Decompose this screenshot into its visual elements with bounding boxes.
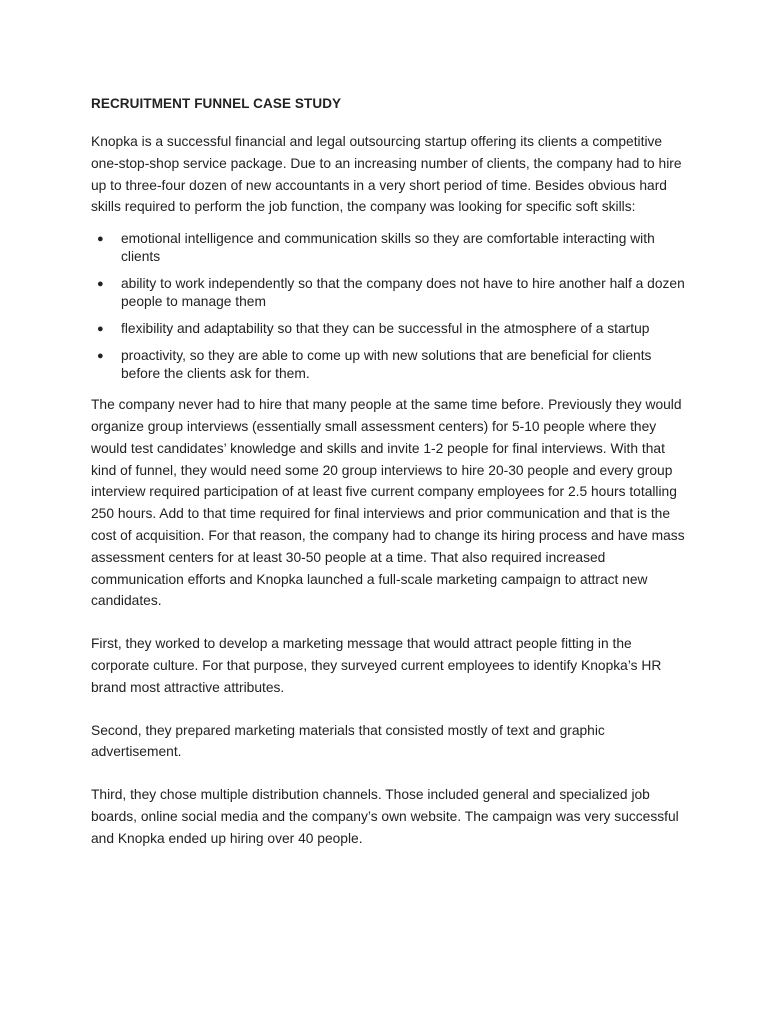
document-title: RECRUITMENT FUNNEL CASE STUDY: [91, 96, 342, 111]
document-page: [91, 96, 691, 850]
list-item-text: ability to work independently so that the company does not have to hire another half a dozen people to manage them: [121, 276, 685, 310]
bullet-icon: ●: [97, 278, 104, 291]
list-item-text: emotional intelligence and communication skills so they are comfortable interacting with clients: [121, 231, 655, 265]
body-paragraph: The company never had to hire that many people at the same time before. Previously they would organize group interviews (essentially small assessment centers) for 5-10 people where they would test candidates’ knowledge and skills and invite 1-2 people for final interviews. With that kind of funnel, they would need some 20 group interviews to hire 20-30 people and every group interview required participation of at least five current company employees for 2.5 hours totalling 250 hours. Add to that time required for final interviews and prior communication and that is the cost of acquisition. For that reason, the company had to change its hiring process and have mass assessment centers for at least 30-50 people at a time. That also required increased communication efforts and Knopka launched a full-scale marketing campaign to attract new candidates.: [91, 397, 685, 609]
soft-skills-list: [91, 230, 691, 383]
list-item-text: proactivity, so they are able to come up with new solutions that are beneficial for clients before the clients ask for them.: [121, 348, 652, 382]
list-item-text: flexibility and adaptability so that they can be successful in the atmosphere of a startup: [121, 321, 650, 337]
body-paragraph: Third, they chose multiple distribution channels. Those included general and specialized job boards, online social media and the company’s own website. The campaign was very successful and Knopka ended up hiring over 40 people.: [91, 787, 679, 846]
bullet-icon: ●: [97, 323, 104, 336]
body-paragraph: Second, they prepared marketing materials that consisted mostly of text and graphic advertisement.: [91, 722, 605, 760]
list-item: [91, 275, 691, 311]
body-paragraph: First, they worked to develop a marketing message that would attract people fitting in the corporate culture. For that purpose, they surveyed current employees to identify Knopka’s HR brand most attractive attributes.: [91, 636, 662, 695]
bullet-icon: ●: [97, 233, 104, 246]
intro-paragraph: Knopka is a successful financial and legal outsourcing startup offering its clients a competitive one-stop-shop service package. Due to an increasing number of clients, the company had to hire up to three-four dozen of new accountants in a very short period of time. Besides obvious hard skills required to perform the job function, the company was looking for specific soft skills:: [91, 134, 682, 215]
list-item: [91, 347, 691, 383]
list-item: [91, 320, 691, 338]
list-item: [91, 230, 691, 266]
bullet-icon: ●: [97, 350, 104, 363]
